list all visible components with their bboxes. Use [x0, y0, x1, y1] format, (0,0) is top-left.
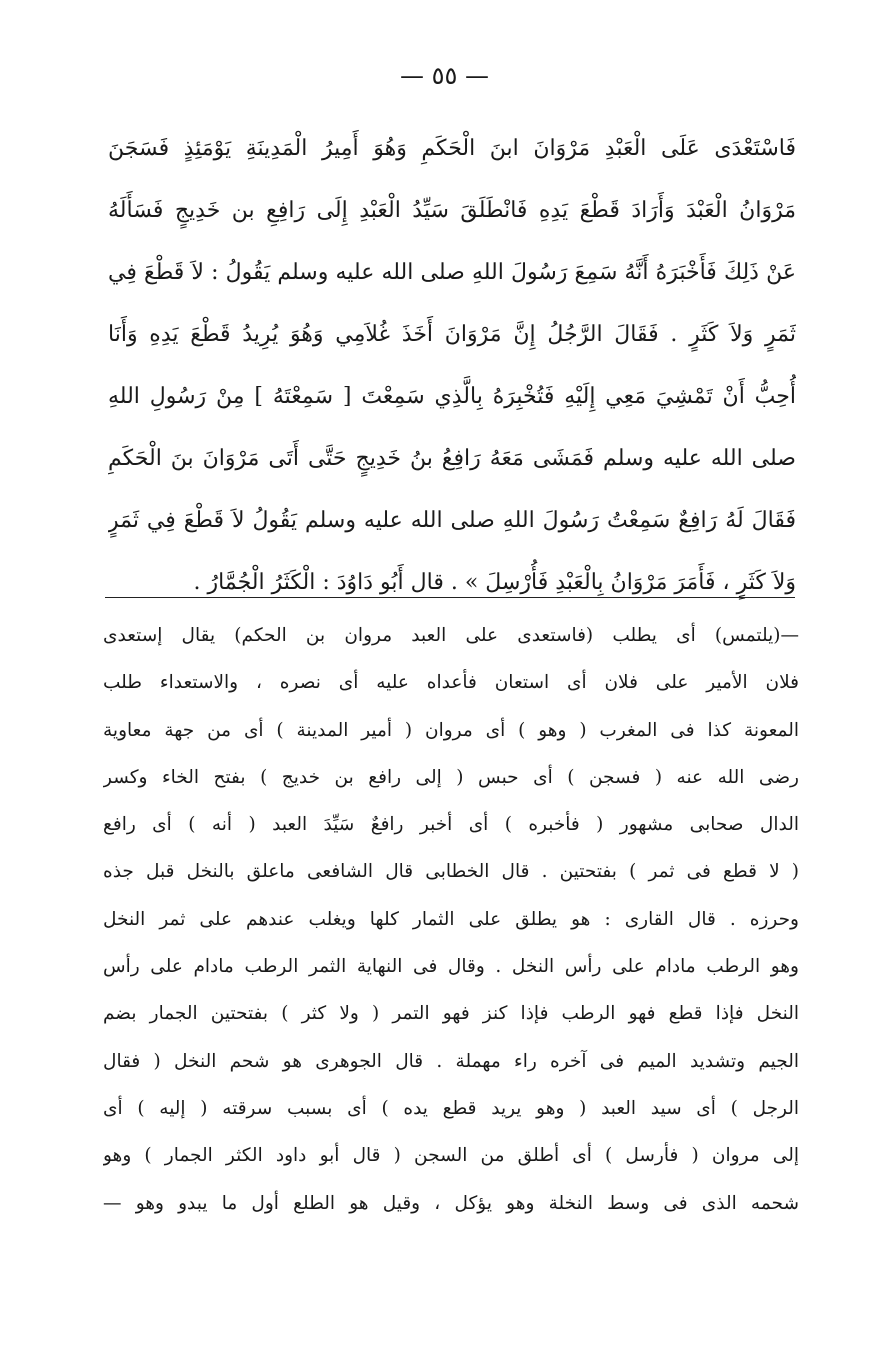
main-text-line: فَاسْتَعْدَى عَلَى الْعَبْدِ مَرْوَانَ ابنَ الْحَكَمِ وَهُوَ أَمِيرُ الْمَدِينَةِ يَوْمَئِذٍ فَسَجَنَ — [108, 136, 796, 161]
commentary-line: ( لا قطع فى ثمر ) بفتحتين . قال الخطابى قال الشافعى ماعلق بالنخل قبل جذه — [103, 861, 799, 883]
main-text-line: وَلاَ كَثَرٍ ، فَأَمَرَ مَرْوَانُ بِالْعَبْدِ فَأُرْسِلَ » . قال أَبُو دَاوُدَ : الْكَثَرُ الْجُمَّارُ . — [193, 570, 796, 595]
commentary-line: رضى الله عنه ( فسجن ) أى حبس ( إلى رافع بن خديج ) بفتح الخاء وكسر — [103, 766, 799, 788]
commentary-line: وحرزه . قال القارى : هو يطلق على الثمار كلها ويغلب عندهم على ثمر النخل — [103, 908, 799, 930]
commentary-line: الرجل ) أى سيد العبد ( وهو يريد قطع يده ) أى بسبب سرقته ( إليه ) أى — [103, 1097, 799, 1119]
commentary-line: فلان الأمير على فلان أى استعان فأعداه عليه أى نصره ، والاستعداء طلب — [103, 672, 799, 694]
main-text-line: عَنْ ذَلِكَ فَأَخْبَرَهُ أَنَّهُ سَمِعَ رَسُولَ اللهِ صلى الله عليه وسلم يَقُولُ : لاَ قَطْعَ فِي — [108, 260, 796, 285]
commentary-line: شحمه الذى فى وسط النخلة وهو يؤكل ، وقيل هو الطلع أول ما يبدو وهو — — [103, 1192, 799, 1214]
section-divider — [105, 597, 795, 598]
commentary-line: النخل فإذا قطع فهو الرطب فإذا كنز فهو التمر ( ولا كثر ) بفتحتين الجمار بضم — [103, 1003, 799, 1025]
commentary-line: المعونة كذا فى المغرب ( وهو ) أى مروان ( أمير المدينة ) أى من جهة معاوية — [103, 719, 799, 741]
page-number: — ٥٥ — — [399, 62, 490, 90]
commentary-line: وهو الرطب مادام على رأس النخل . وقال فى النهاية الثمر الرطب مادام على رأس — [103, 956, 799, 978]
main-text-line: مَرْوَانُ الْعَبْدَ وَأَرَادَ قَطْعَ يَدِهِ فَانْطَلَقَ سَيِّدُ الْعَبْدِ إِلَى رَافِعِ بن خَدِيجٍ فَسَأَلَهُ — [108, 198, 796, 223]
main-text-line: صلى الله عليه وسلم فَمَشَى مَعَهُ رَافِعُ بنُ خَدِيجٍ حَتَّى أَتَى مَرْوَانَ بنَ الْحَكَمِ — [108, 446, 796, 471]
commentary-line: الجيم وتشديد الميم فى آخره راء مهملة . قال الجوهرى هو شحم النخل ( فقال — [103, 1050, 799, 1072]
main-text-line: أُحِبُّ أَنْ تَمْشِيَ مَعِي إِلَيْهِ فَتُخْبِرَهُ بِالَّذِي سَمِعْتَ [ سَمِعْتَهُ ] مِنْ رَسُولِ اللهِ — [108, 384, 796, 409]
commentary-line: الدال صحابى مشهور ( فأخبره ) أى أخبر رافعٌ سَيِّدَ العبد ( أنه ) أى رافع — [103, 814, 799, 836]
commentary-text — [103, 612, 799, 1227]
main-text-line: ثَمَرٍ وَلاَ كَثَرٍ . فَقَالَ الرَّجُلُ إِنَّ مَرْوَانَ أَخَذَ غُلاَمِي وَهُوَ يُرِيدُ قَطْعَ يَدِهِ وَأَنَا — [108, 322, 796, 347]
commentary-line: —(يلتمس) أى يطلب (فاستعدى على العبد مروان بن الحكم) يقال إستعدى — [103, 625, 799, 646]
commentary-line: إلى مروان ( فأرسل ) أى أطلق من السجن ( قال أبو داود الكثر الجمار ) وهو — [103, 1145, 799, 1167]
main-text-line: فَقَالَ لَهُ رَافِعٌ سَمِعْتُ رَسُولَ اللهِ صلى الله عليه وسلم يَقُولُ لاَ قَطْعَ فِي ثَمَرٍ — [108, 508, 796, 533]
main-text — [108, 118, 796, 614]
